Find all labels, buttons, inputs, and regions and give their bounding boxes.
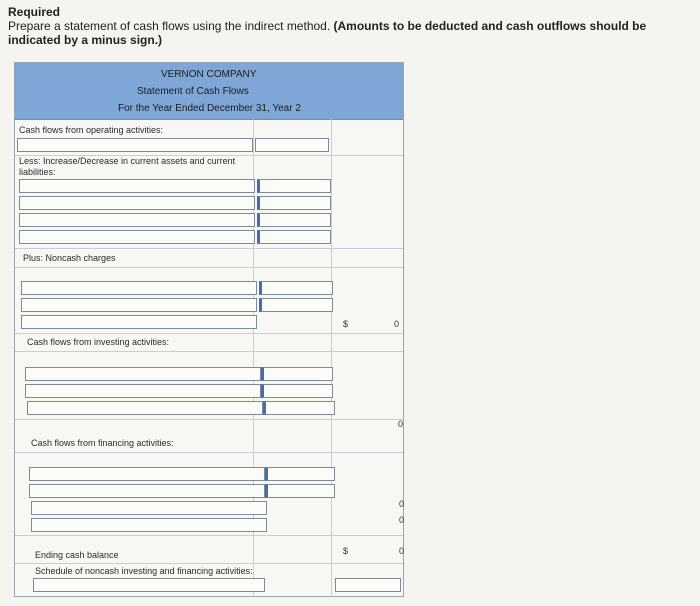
operating-description-input[interactable] bbox=[17, 138, 253, 152]
changes-description-input[interactable] bbox=[19, 213, 255, 227]
financing-description-input[interactable] bbox=[29, 484, 265, 498]
instructions-bold-text: (Amounts to be deducted and cash outflows should be indicated by a minus sign.) bbox=[8, 19, 647, 47]
noncash-description-input[interactable] bbox=[21, 315, 257, 329]
row-divider bbox=[15, 248, 403, 249]
schedule-description-input[interactable] bbox=[33, 578, 265, 592]
investing-amount-input[interactable] bbox=[263, 401, 335, 415]
required-heading: Required bbox=[8, 5, 61, 19]
operating-amount-input[interactable] bbox=[255, 138, 329, 152]
financing-description-input[interactable] bbox=[31, 518, 267, 532]
net-change-value: 0 bbox=[398, 515, 404, 525]
cash-flow-statement bbox=[14, 62, 404, 597]
row-divider bbox=[15, 452, 403, 453]
changes-description-input[interactable] bbox=[19, 230, 255, 244]
row-divider bbox=[15, 333, 403, 334]
noncash-description-input[interactable] bbox=[21, 298, 257, 312]
operating-total-value: 0 bbox=[393, 319, 399, 329]
schedule-amount-input[interactable] bbox=[335, 578, 401, 592]
noncash-amount-input[interactable] bbox=[259, 281, 333, 295]
changes-description-input[interactable] bbox=[19, 196, 255, 210]
statement-title: Statement of Cash Flows bbox=[137, 86, 249, 97]
investing-amount-input[interactable] bbox=[261, 384, 333, 398]
statement-period: For the Year Ended December 31, Year 2 bbox=[118, 103, 301, 114]
instructions-text: Prepare a statement of cash flows using the indirect method. bbox=[8, 19, 331, 33]
financing-activities-label: Cash flows from financing activities: bbox=[31, 438, 174, 448]
noncash-amount-input[interactable] bbox=[259, 298, 333, 312]
changes-amount-input[interactable] bbox=[257, 196, 331, 210]
investing-total-value: 0 bbox=[397, 419, 403, 429]
financing-description-input[interactable] bbox=[29, 467, 265, 481]
changes-amount-input[interactable] bbox=[257, 179, 331, 193]
changes-amount-input[interactable] bbox=[257, 213, 331, 227]
less-changes-label: Less: Increase/Decrease in current assets and current liabilities: bbox=[19, 156, 236, 177]
row-divider bbox=[15, 563, 403, 564]
column-divider bbox=[331, 119, 332, 597]
row-divider bbox=[15, 419, 403, 420]
noncash-description-input[interactable] bbox=[21, 281, 257, 295]
investing-activities-label: Cash flows from investing activities: bbox=[27, 337, 170, 347]
investing-description-input[interactable] bbox=[25, 384, 261, 398]
company-name: VERNON COMPANY bbox=[161, 69, 257, 80]
ending-total-currency: $ bbox=[343, 546, 349, 556]
schedule-label: Schedule of noncash investing and financing activities: bbox=[35, 566, 253, 576]
plus-noncash-label: Plus: Noncash charges bbox=[23, 253, 116, 263]
row-divider bbox=[15, 351, 403, 352]
investing-description-input[interactable] bbox=[27, 401, 263, 415]
changes-description-input[interactable] bbox=[19, 179, 255, 193]
instructions bbox=[8, 5, 698, 47]
financing-amount-input[interactable] bbox=[265, 467, 335, 481]
financing-total-value: 0 bbox=[398, 499, 404, 509]
operating-activities-label: Cash flows from operating activities: bbox=[19, 125, 164, 135]
financing-description-input[interactable] bbox=[31, 501, 267, 515]
ending-cash-label: Ending cash balance bbox=[35, 550, 119, 560]
row-divider bbox=[15, 535, 403, 536]
operating-total-currency: $ bbox=[343, 319, 349, 329]
investing-amount-input[interactable] bbox=[261, 367, 333, 381]
ending-total-value: 0 bbox=[398, 546, 404, 556]
statement-header bbox=[15, 63, 403, 120]
row-divider bbox=[15, 267, 403, 268]
changes-amount-input[interactable] bbox=[257, 230, 331, 244]
investing-description-input[interactable] bbox=[25, 367, 261, 381]
financing-amount-input[interactable] bbox=[265, 484, 335, 498]
